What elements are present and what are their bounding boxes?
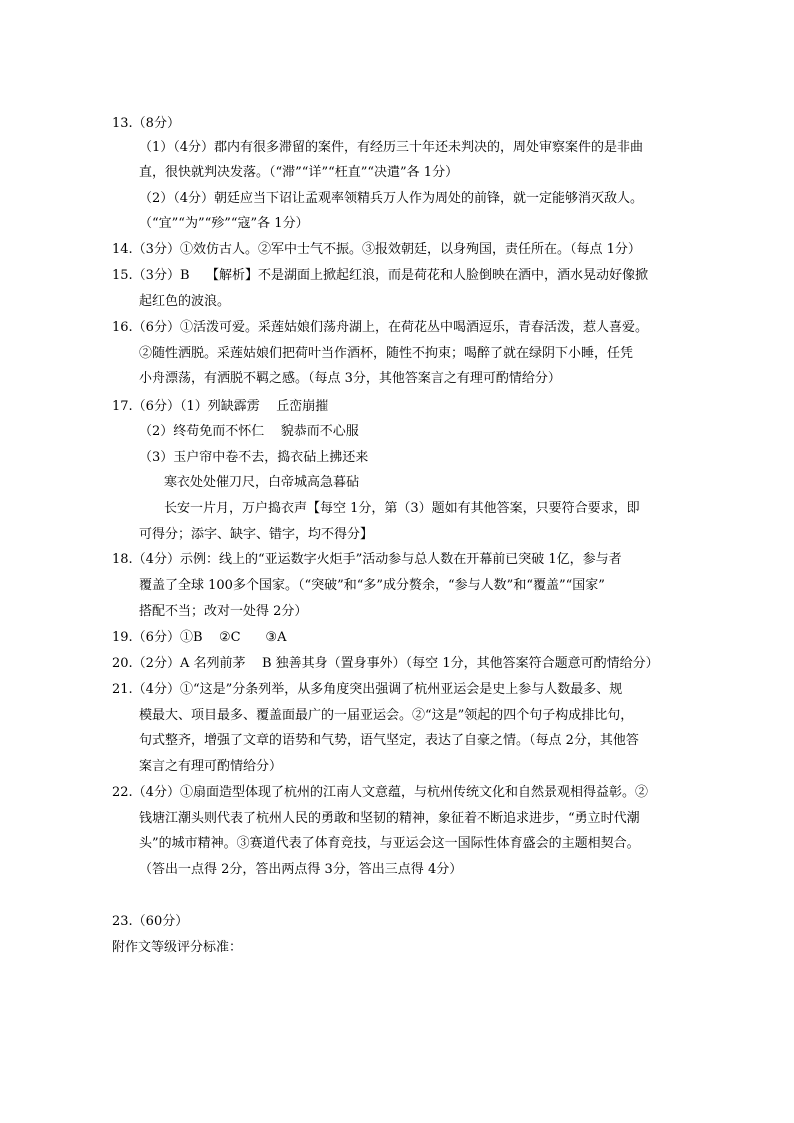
- answer-13-line: （2）（4分）朝廷应当下诏让孟观率领精兵万人作为周处的前锋，就一定能够消灭敌人。: [139, 191, 644, 206]
- answer-15-line: 15.（3分）B 【解析】不是湖面上掀起红浪，而是荷花和人脸倒映在酒中，酒水晃动好像掀: [112, 268, 649, 283]
- answer-21-line: 模最大、项目最多、覆盖面最广的一届亚运会。②“这是”领起的四个句子构成排比句，: [139, 708, 634, 723]
- answer-17-line: 17.（6分）（1）列缺霹雳 丘峦崩摧: [112, 399, 329, 414]
- answer-17-line: 长安一片月，万户捣衣声【每空 1分，第（3）题如有其他答案，只要符合要求，即: [164, 501, 640, 516]
- answer-18-line: 覆盖了全球 100多个国家。（“突破”和“多”成分赘余，“参与人数”和“覆盖”“国家”: [139, 578, 605, 593]
- answer-22-line: （答出一点得 2分，答出两点得 3分，答出三点得 4分）: [139, 862, 463, 877]
- answer-18-line: 18.（4分）示例：线上的“亚运数字火炬手”活动参与总人数在开幕前已突破 1亿，参与者: [112, 552, 622, 567]
- answer-22-line: 22.（4分）①扇面造型体现了杭州的江南人文意蕴，与杭州传统文化和自然景观相得益彰。②: [112, 785, 648, 800]
- answer-13-heading: 13.（8分）: [112, 116, 180, 131]
- answer-13-line: （“宜”“为”“殄”“寇”各 1分）: [139, 216, 309, 231]
- answer-13-line: 直，很快就判决发落。（“滞”“详”“枉直”“决遣”各 1分）: [139, 165, 459, 180]
- answer-14-line: 14.（3分）①效仿古人。②军中士气不振。③报效朝廷，以身殉国，责任所在。（每点 1分）: [112, 242, 641, 257]
- answer-22-line: 头”的城市精神。③赛道代表了体育竞技，与亚运会这一国际性体育盛会的主题相契合。: [139, 836, 640, 851]
- answer-16-line: ②随性洒脱。采莲姑娘们把荷叶当作酒杯，随性不拘束；喝醉了就在绿阴下小睡，任凭: [139, 346, 634, 361]
- answer-21-line: 句式整齐，增强了文章的语势和气势，语气坚定，表达了自豪之情。（每点 2分，其他答: [139, 733, 639, 748]
- answer-20-line: 20.（2分）A 名列前茅 B 独善其身（置身事外）（每空 1分，其他答案符合题意可酌情给分）: [112, 656, 659, 671]
- answer-21-line: 21.（4分）①“这是”分条列举，从多角度突出强调了杭州亚运会是史上参与人数最多、规: [112, 682, 623, 697]
- answer-13-line: （1）（4分）郡内有很多滞留的案件，有经历三十年还未判决的，周处审察案件的是非曲: [139, 140, 644, 155]
- answer-17-line: （3）玉户帘中卷不去，捣衣砧上拂还来: [139, 450, 369, 465]
- answer-16-line: 小舟漂荡，有洒脱不羁之感。（每点 3分，其他答案言之有理可酌情给分）: [139, 371, 561, 386]
- answer-18-line: 搭配不当；改对一处得 2分）: [139, 604, 308, 619]
- essay-grading-note: 附作文等级评分标准：: [112, 940, 243, 955]
- answer-17-line: 寒衣处处催刀尺，白帝城高急暮砧: [164, 475, 360, 490]
- answer-22-line: 钱塘江潮头则代表了杭州人民的勇敢和坚韧的精神，象征着不断追求进步，“勇立时代潮: [139, 811, 640, 826]
- answer-16-line: 16.（6分）①活泼可爱。采莲姑娘们荡舟湖上，在荷花丛中喝酒逗乐，青春活泼，惹人喜爱。: [112, 320, 648, 335]
- answer-23-heading: 23.（60分）: [112, 914, 189, 929]
- answer-19-line: 19.（6分）①B ②C ③A: [112, 630, 287, 645]
- answer-17-line: （2）终苟免而不怀仁 貌恭而不心服: [139, 424, 359, 439]
- answer-21-line: 案言之有理可酌情给分）: [139, 759, 283, 774]
- answer-17-line: 可得分；添字、缺字、错字，均不得分】: [139, 527, 374, 542]
- answer-15-line: 起红色的波浪。: [139, 294, 231, 309]
